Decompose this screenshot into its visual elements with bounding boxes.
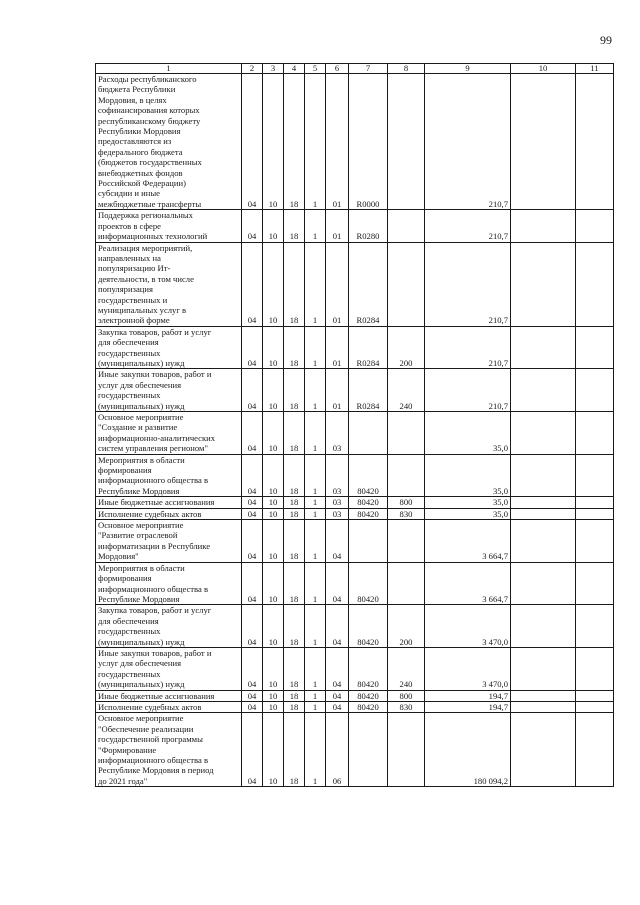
- empty-cell: [576, 412, 614, 455]
- subprogram-code: 1: [305, 412, 326, 455]
- section-code: 04: [242, 690, 263, 701]
- row-name-cell: [96, 210, 242, 242]
- row-name: Исполнение судебных актов: [98, 508, 202, 519]
- section-code: 04: [242, 210, 263, 242]
- section-code: 04: [242, 74, 263, 210]
- section-code: 04: [242, 520, 263, 563]
- row-name: Основное мероприятие "Обеспечение реализации государственной программы "Формирование информационного общества в Республике Мордовия в период до 2021 года": [98, 713, 214, 786]
- amount: 3 664,7: [425, 520, 511, 563]
- expense-code: 80420: [349, 690, 388, 701]
- program-code: 18: [284, 326, 305, 369]
- activity-code: 01: [326, 369, 349, 412]
- subsection-code: 10: [263, 210, 284, 242]
- row-name: Основное мероприятие "Создание и развитие информационно-аналитических систем управления регионом": [98, 412, 216, 454]
- header-cell: 5: [305, 64, 326, 74]
- subprogram-code: 1: [305, 647, 326, 690]
- expense-code: R0000: [349, 74, 388, 210]
- row-name: Исполнение судебных актов: [98, 701, 202, 712]
- subprogram-code: 1: [305, 690, 326, 701]
- table-body: [96, 74, 614, 787]
- empty-cell: [511, 508, 576, 519]
- section-code: 04: [242, 647, 263, 690]
- subsection-code: 10: [263, 690, 284, 701]
- table-row: [96, 210, 614, 242]
- subprogram-code: 1: [305, 508, 326, 519]
- subprogram-code: 1: [305, 520, 326, 563]
- expense-code: 80420: [349, 508, 388, 519]
- empty-cell: [576, 497, 614, 508]
- subsection-code: 10: [263, 412, 284, 455]
- expense-type-code: [388, 713, 425, 787]
- empty-cell: [511, 242, 576, 326]
- section-code: 04: [242, 454, 263, 497]
- program-code: 18: [284, 454, 305, 497]
- section-code: 04: [242, 508, 263, 519]
- empty-cell: [511, 369, 576, 412]
- table-row: [96, 326, 614, 369]
- expense-code: [349, 412, 388, 455]
- subsection-code: 10: [263, 605, 284, 648]
- activity-code: 03: [326, 508, 349, 519]
- expense-type-code: [388, 74, 425, 210]
- table-row: [96, 369, 614, 412]
- subsection-code: 10: [263, 497, 284, 508]
- program-code: 18: [284, 647, 305, 690]
- budget-table: [95, 63, 614, 787]
- amount: 35,0: [425, 497, 511, 508]
- subprogram-code: 1: [305, 562, 326, 605]
- row-name-cell: [96, 701, 242, 712]
- empty-cell: [576, 242, 614, 326]
- activity-code: 01: [326, 326, 349, 369]
- activity-code: 01: [326, 210, 349, 242]
- empty-cell: [576, 562, 614, 605]
- header-cell: 2: [242, 64, 263, 74]
- expense-type-code: [388, 454, 425, 497]
- row-name: Реализация мероприятий, направленных на популяризацию Ит- деятельности, в том числе популяризация государственных и муниципальных услуг в электронной форме: [98, 242, 194, 326]
- expense-type-code: 200: [388, 605, 425, 648]
- header-cell: 10: [511, 64, 576, 74]
- expense-type-code: [388, 242, 425, 326]
- amount: 210,7: [425, 326, 511, 369]
- amount: 35,0: [425, 508, 511, 519]
- empty-cell: [511, 497, 576, 508]
- program-code: 18: [284, 497, 305, 508]
- table-row: [96, 497, 614, 508]
- row-name-cell: [96, 497, 242, 508]
- amount: 180 094,2: [425, 713, 511, 787]
- header-row: [96, 64, 614, 74]
- section-code: 04: [242, 562, 263, 605]
- expense-type-code: 830: [388, 701, 425, 712]
- row-name-cell: [96, 605, 242, 648]
- subsection-code: 10: [263, 454, 284, 497]
- expense-code: 80420: [349, 647, 388, 690]
- row-name-cell: [96, 508, 242, 519]
- empty-cell: [511, 520, 576, 563]
- amount: 210,7: [425, 242, 511, 326]
- subprogram-code: 1: [305, 326, 326, 369]
- row-name: Мероприятия в области формирования информационного общества в Республике Мордовия: [98, 562, 209, 604]
- row-name-cell: [96, 242, 242, 326]
- empty-cell: [576, 701, 614, 712]
- row-name: Иные закупки товаров, работ и услуг для обеспечения государственных (муниципальных) нужд: [98, 647, 212, 690]
- expense-type-code: 800: [388, 497, 425, 508]
- empty-cell: [576, 454, 614, 497]
- expense-type-code: 830: [388, 508, 425, 519]
- section-code: 04: [242, 713, 263, 787]
- empty-cell: [576, 326, 614, 369]
- subprogram-code: 1: [305, 454, 326, 497]
- expense-code: R0284: [349, 369, 388, 412]
- row-name: Мероприятия в области формирования информационного общества в Республике Мордовия: [98, 454, 209, 496]
- row-name-cell: [96, 713, 242, 787]
- subprogram-code: 1: [305, 369, 326, 412]
- amount: 210,7: [425, 74, 511, 210]
- table-row: [96, 520, 614, 563]
- activity-code: 04: [326, 562, 349, 605]
- empty-cell: [511, 412, 576, 455]
- subsection-code: 10: [263, 701, 284, 712]
- empty-cell: [511, 562, 576, 605]
- subprogram-code: 1: [305, 713, 326, 787]
- empty-cell: [511, 210, 576, 242]
- activity-code: 04: [326, 701, 349, 712]
- empty-cell: [576, 508, 614, 519]
- empty-cell: [511, 647, 576, 690]
- subsection-code: 10: [263, 326, 284, 369]
- program-code: 18: [284, 74, 305, 210]
- expense-code: R0280: [349, 210, 388, 242]
- empty-cell: [576, 369, 614, 412]
- subsection-code: 10: [263, 562, 284, 605]
- empty-cell: [511, 713, 576, 787]
- expense-code: 80420: [349, 454, 388, 497]
- row-name-cell: [96, 562, 242, 605]
- row-name: Расходы республиканского бюджета Республики Мордовия, в целях софинансирования которых республиканскому бюджету Республики Мордовия предоставляются из федерального бюджета (бюджетов государственных внебюджетных фондов Российской Федерации) субсидии и иные межбюджетные трансферты: [98, 74, 202, 209]
- subprogram-code: 1: [305, 497, 326, 508]
- header-cell: 6: [326, 64, 349, 74]
- expense-type-code: 240: [388, 647, 425, 690]
- program-code: 18: [284, 605, 305, 648]
- program-code: 18: [284, 412, 305, 455]
- table-row: [96, 713, 614, 787]
- table-row: [96, 690, 614, 701]
- amount: 35,0: [425, 412, 511, 455]
- row-name: Иные закупки товаров, работ и услуг для обеспечения государственных (муниципальных) нужд: [98, 369, 212, 411]
- row-name-cell: [96, 326, 242, 369]
- activity-code: 06: [326, 713, 349, 787]
- expense-type-code: 200: [388, 326, 425, 369]
- expense-code: 80420: [349, 605, 388, 648]
- row-name: Иные бюджетные ассигнования: [98, 497, 215, 508]
- program-code: 18: [284, 690, 305, 701]
- table-row: [96, 647, 614, 690]
- activity-code: 04: [326, 690, 349, 701]
- empty-cell: [576, 690, 614, 701]
- amount: 3 470,0: [425, 647, 511, 690]
- activity-code: 01: [326, 242, 349, 326]
- subsection-code: 10: [263, 713, 284, 787]
- subprogram-code: 1: [305, 74, 326, 210]
- subprogram-code: 1: [305, 210, 326, 242]
- expense-code: [349, 713, 388, 787]
- section-code: 04: [242, 497, 263, 508]
- row-name-cell: [96, 454, 242, 497]
- empty-cell: [576, 605, 614, 648]
- section-code: 04: [242, 369, 263, 412]
- subprogram-code: 1: [305, 242, 326, 326]
- program-code: 18: [284, 508, 305, 519]
- subprogram-code: 1: [305, 701, 326, 712]
- program-code: 18: [284, 242, 305, 326]
- row-name-cell: [96, 369, 242, 412]
- section-code: 04: [242, 605, 263, 648]
- subsection-code: 10: [263, 369, 284, 412]
- header-cell: 9: [425, 64, 511, 74]
- header-cell: 8: [388, 64, 425, 74]
- activity-code: 04: [326, 647, 349, 690]
- subsection-code: 10: [263, 242, 284, 326]
- program-code: 18: [284, 701, 305, 712]
- table-row: [96, 562, 614, 605]
- activity-code: 03: [326, 412, 349, 455]
- empty-cell: [576, 210, 614, 242]
- empty-cell: [511, 326, 576, 369]
- row-name-cell: [96, 690, 242, 701]
- program-code: 18: [284, 562, 305, 605]
- header-cell: 4: [284, 64, 305, 74]
- row-name: Поддержка региональных проектов в сфере информационных технологий: [98, 210, 208, 242]
- row-name-cell: [96, 647, 242, 690]
- empty-cell: [511, 605, 576, 648]
- expense-type-code: [388, 520, 425, 563]
- table-row: [96, 701, 614, 712]
- row-name: Иные бюджетные ассигнования: [98, 690, 215, 701]
- page-number: 99: [600, 33, 612, 47]
- expense-type-code: [388, 562, 425, 605]
- expense-code: 80420: [349, 701, 388, 712]
- expense-code: 80420: [349, 562, 388, 605]
- table-row: [96, 412, 614, 455]
- empty-cell: [576, 74, 614, 210]
- row-name-cell: [96, 412, 242, 455]
- program-code: 18: [284, 369, 305, 412]
- expense-code: [349, 520, 388, 563]
- row-name-cell: [96, 74, 242, 210]
- header-cell: 3: [263, 64, 284, 74]
- row-name: Закупка товаров, работ и услуг для обеспечения государственных (муниципальных) нужд: [98, 605, 212, 647]
- expense-type-code: 800: [388, 690, 425, 701]
- expense-type-code: [388, 412, 425, 455]
- program-code: 18: [284, 520, 305, 563]
- header-cell: 1: [96, 64, 242, 74]
- empty-cell: [511, 690, 576, 701]
- amount: 210,7: [425, 369, 511, 412]
- subsection-code: 10: [263, 520, 284, 563]
- expense-type-code: 240: [388, 369, 425, 412]
- header-cell: 11: [576, 64, 614, 74]
- amount: 3 470,0: [425, 605, 511, 648]
- section-code: 04: [242, 701, 263, 712]
- subsection-code: 10: [263, 74, 284, 210]
- section-code: 04: [242, 242, 263, 326]
- activity-code: 03: [326, 497, 349, 508]
- expense-code: R0284: [349, 326, 388, 369]
- table-row: [96, 74, 614, 210]
- empty-cell: [576, 520, 614, 563]
- section-code: 04: [242, 326, 263, 369]
- amount: 194,7: [425, 701, 511, 712]
- header-cell: 7: [349, 64, 388, 74]
- table-row: [96, 508, 614, 519]
- subsection-code: 10: [263, 508, 284, 519]
- subprogram-code: 1: [305, 605, 326, 648]
- program-code: 18: [284, 210, 305, 242]
- empty-cell: [576, 647, 614, 690]
- row-name: Закупка товаров, работ и услуг для обеспечения государственных (муниципальных) нужд: [98, 326, 212, 368]
- row-name-cell: [96, 520, 242, 563]
- amount: 35,0: [425, 454, 511, 497]
- table-row: [96, 605, 614, 648]
- activity-code: 03: [326, 454, 349, 497]
- expense-type-code: [388, 210, 425, 242]
- activity-code: 04: [326, 520, 349, 563]
- expense-code: R0284: [349, 242, 388, 326]
- amount: 194,7: [425, 690, 511, 701]
- table-row: [96, 242, 614, 326]
- subsection-code: 10: [263, 647, 284, 690]
- activity-code: 04: [326, 605, 349, 648]
- empty-cell: [511, 454, 576, 497]
- amount: 210,7: [425, 210, 511, 242]
- activity-code: 01: [326, 74, 349, 210]
- amount: 3 664,7: [425, 562, 511, 605]
- row-name: Основное мероприятие "Развитие отраслевой информатизации в Республике Мордовия": [98, 520, 211, 562]
- empty-cell: [511, 74, 576, 210]
- empty-cell: [511, 701, 576, 712]
- table-row: [96, 454, 614, 497]
- program-code: 18: [284, 713, 305, 787]
- expense-code: 80420: [349, 497, 388, 508]
- empty-cell: [576, 713, 614, 787]
- section-code: 04: [242, 412, 263, 455]
